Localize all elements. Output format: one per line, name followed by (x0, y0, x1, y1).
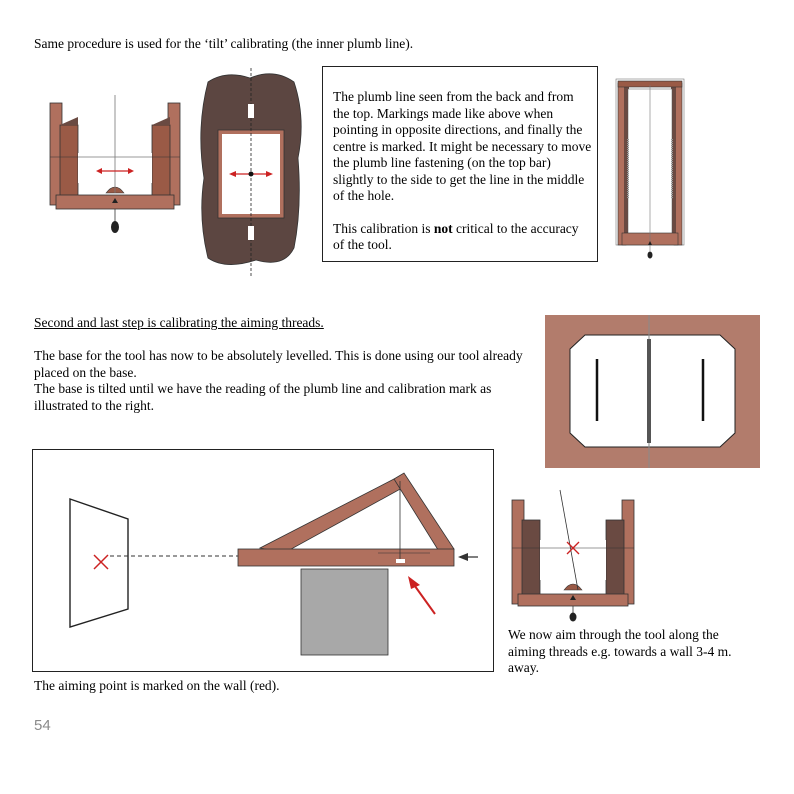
tool-front-view-figure (50, 95, 180, 235)
note-paragraph-2: This calibration is not critical to the accuracy of the tool. (333, 220, 579, 252)
tool-side-view-figure (616, 79, 684, 259)
aim-through-tool-figure (512, 490, 634, 620)
section-body (34, 348, 534, 414)
calibration-note-box (322, 66, 598, 262)
aiming-point-caption: The aiming point is marked on the wall (red). (34, 678, 280, 693)
tilt-paragraph: The base is tilted until we have the reading of the plumb line and calibration mark as illustrated to the right. (34, 381, 492, 413)
plumb-top-view-figure (196, 68, 306, 276)
aiming-scene-figure (32, 449, 494, 672)
level-reading-figure (545, 315, 760, 468)
note-paragraph-1: The plumb line seen from the back and from the top. Markings made like above when pointing in opposite directions, and finally the centre is marked. It might be necessary to move the plumb line fastening (on the top bar) slightly to the side to get the line in the middle of the hole. (333, 89, 592, 203)
page-number: 54 (34, 717, 51, 734)
aim-through-caption: We now aim through the tool along the aiming threads e.g. towards a wall 3-4 m. away. (508, 627, 732, 675)
intro-text: Same procedure is used for the ‘tilt’ calibrating (the inner plumb line). (34, 36, 414, 51)
section-heading: Second and last step is calibrating the aiming threads. (34, 315, 324, 330)
levelling-paragraph: The base for the tool has now to be absolutely levelled. This is done using our tool already placed on the base. (34, 348, 523, 380)
